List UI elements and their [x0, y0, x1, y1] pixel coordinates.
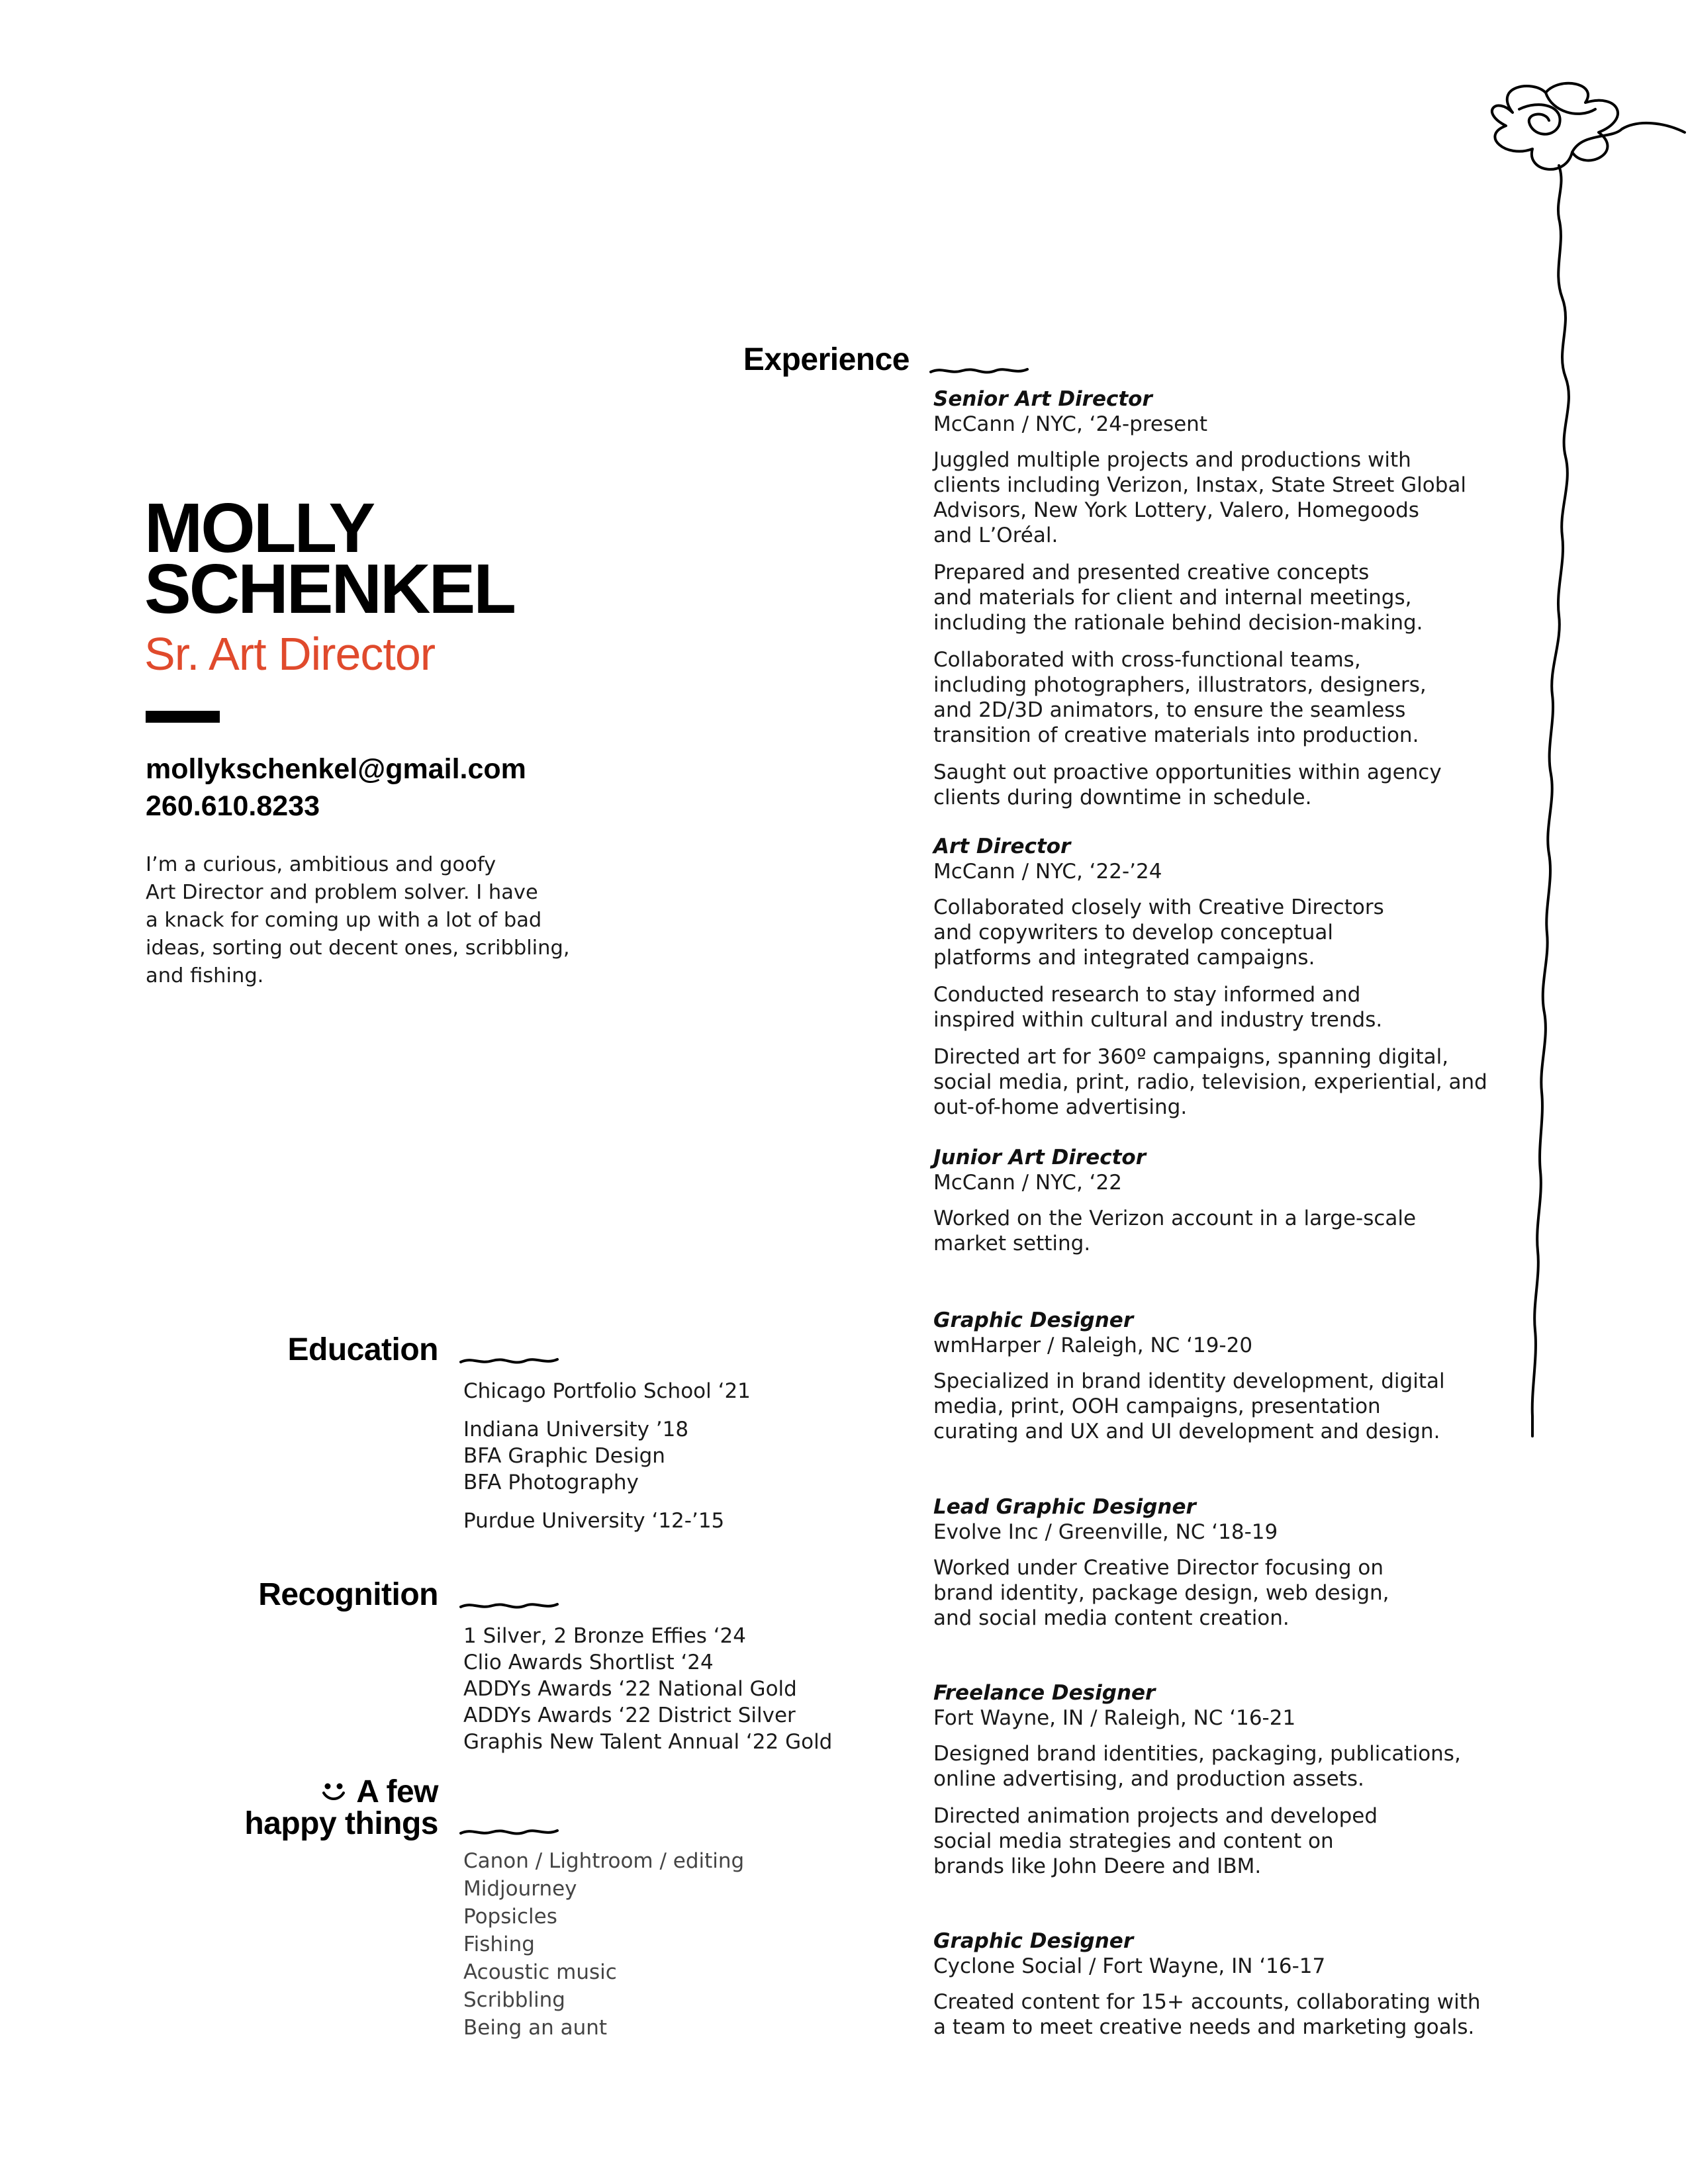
education-list	[463, 1378, 751, 1546]
job-bullet: Created content for 15+ accounts, collaborating with a team to meet creative needs and marketing goals.	[933, 1990, 1481, 2039]
job-bullet: Collaborated with cross-functional teams, including photographers, illustrators, designers, and 2D/3D animators, to ensure the seamless transition of creative materials into production.	[933, 648, 1427, 747]
job-title: Freelance Designer	[933, 1681, 1156, 1705]
list-item: Scribbling	[463, 1988, 565, 2012]
job-bullet: Saught out proactive opportunities within agency clients during downtime in schedule.	[933, 760, 1442, 809]
job-meta: McCann / NYC, ‘22	[933, 1171, 1122, 1195]
recognition-heading: Recognition	[258, 1577, 438, 1612]
job-bullet: Worked on the Verizon account in a large-scale market setting.	[933, 1206, 1417, 1255]
job-title: Art Director	[933, 835, 1071, 858]
list-item: ADDYs Awards ‘22 District Silver	[463, 1704, 796, 1727]
education-heading: Education	[287, 1332, 438, 1367]
job-bullet: Directed animation projects and developed social media strategies and content on brands like John Deere and IBM.	[933, 1804, 1378, 1878]
job-bullet: Collaborated closely with Creative Directors and copywriters to develop conceptual platforms and integrated campaigns.	[933, 895, 1384, 970]
list-item: Clio Awards Shortlist ‘24	[463, 1651, 714, 1674]
job-meta: McCann / NYC, ‘22-’24	[933, 860, 1162, 884]
squiggle-divider-icon	[459, 1353, 559, 1369]
experience-entry	[933, 387, 1516, 822]
job-title: Junior Art Director	[933, 1146, 1147, 1169]
experience-entry	[933, 1308, 1516, 1456]
squiggle-divider-icon	[929, 363, 1029, 379]
job-meta: Evolve Inc / Greenville, NC ‘18-19	[933, 1520, 1278, 1544]
job-role-title: Sr. Art Director	[144, 628, 436, 680]
happy-heading-line2: happy things	[244, 1806, 438, 1841]
job-title: Graphic Designer	[933, 1929, 1134, 1953]
list-item: Midjourney	[463, 1877, 577, 1901]
job-bullet: Designed brand identities, packaging, publications, online advertising, and production assets.	[933, 1742, 1461, 1791]
bio-line: and fishing.	[146, 964, 264, 987]
happy-things-list	[463, 1848, 744, 2042]
job-bullet: Juggled multiple projects and productions with clients including Verizon, Instax, State Street Global Advisors, New York Lottery, Valero, Homegoods and L’Oréal.	[933, 448, 1467, 547]
experience-entry	[933, 1680, 1516, 1891]
name-last: SCHENKEL	[144, 550, 515, 628]
list-item: Acoustic music	[463, 1960, 617, 1984]
list-item: Fishing	[463, 1933, 535, 1956]
experience-heading: Experience	[743, 342, 910, 377]
candidate-name	[144, 489, 515, 628]
bio-line: I’m a curious, ambitious and goofy	[146, 853, 496, 876]
experience-entry	[933, 1145, 1516, 1268]
experience-entry	[933, 1929, 1516, 2052]
squiggle-divider-icon	[459, 1598, 559, 1614]
list-item: ADDYs Awards ‘22 National Gold	[463, 1677, 797, 1701]
email-link[interactable]: mollykschenkel@gmail.com	[146, 753, 526, 785]
job-title: Senior Art Director	[933, 387, 1152, 411]
bio-line: a knack for coming up with a lot of bad	[146, 909, 542, 932]
squiggle-divider-icon	[459, 1824, 559, 1840]
recognition-list	[463, 1623, 832, 1755]
list-item: Canon / Lightroom / editing	[463, 1849, 745, 1873]
job-meta: wmHarper / Raleigh, NC ‘19-20	[933, 1334, 1253, 1357]
smile-icon	[320, 1781, 347, 1803]
job-bullet: Directed art for 360º campaigns, spanning digital, social media, print, radio, television, experiential, and out-of-home advertising.	[933, 1045, 1487, 1119]
list-item: Graphis New Talent Annual ‘22 Gold	[463, 1730, 833, 1754]
list-item: Being an aunt	[463, 2016, 608, 2040]
list-item: Popsicles	[463, 1905, 557, 1929]
job-bullet: Conducted research to stay informed and inspired within cultural and industry trends.	[933, 983, 1383, 1032]
list-item: Chicago Portfolio School ‘21	[463, 1379, 751, 1403]
job-title: Lead Graphic Designer	[933, 1495, 1196, 1519]
list-item: 1 Silver, 2 Bronze Effies ‘24	[463, 1624, 747, 1648]
name-first: MOLLY	[144, 489, 374, 567]
job-title: Graphic Designer	[933, 1308, 1134, 1332]
phone-link[interactable]: 260.610.8233	[146, 790, 320, 822]
happy-things-heading	[172, 1774, 438, 1843]
job-meta: Cyclone Social / Fort Wayne, IN ‘16-17	[933, 1954, 1326, 1978]
happy-heading-line1: A few	[356, 1774, 438, 1809]
list-item: Indiana University ’18 BFA Graphic Design BFA Photography	[463, 1418, 689, 1494]
experience-entry	[933, 1494, 1516, 1643]
bio-line: Art Director and problem solver. I have	[146, 881, 538, 904]
job-meta: McCann / NYC, ‘24-present	[933, 412, 1207, 436]
job-bullet: Prepared and presented creative concepts and materials for client and internal meetings, including the rationale behind decision-making.	[933, 561, 1423, 635]
job-meta: Fort Wayne, IN / Raleigh, NC ‘16-21	[933, 1706, 1296, 1730]
list-item: Purdue University ‘12-’15	[463, 1509, 725, 1533]
job-bullet: Worked under Creative Director focusing on brand identity, package design, web design, and social media content creation.	[933, 1556, 1389, 1630]
bio-paragraph	[146, 851, 602, 990]
experience-entry	[933, 834, 1516, 1132]
accent-rule	[146, 711, 220, 723]
job-bullet: Specialized in brand identity development, digital media, print, OOH campaigns, presentation curating and UX and UI development and design.	[933, 1369, 1445, 1443]
bio-line: ideas, sorting out decent ones, scribbling,	[146, 936, 570, 960]
